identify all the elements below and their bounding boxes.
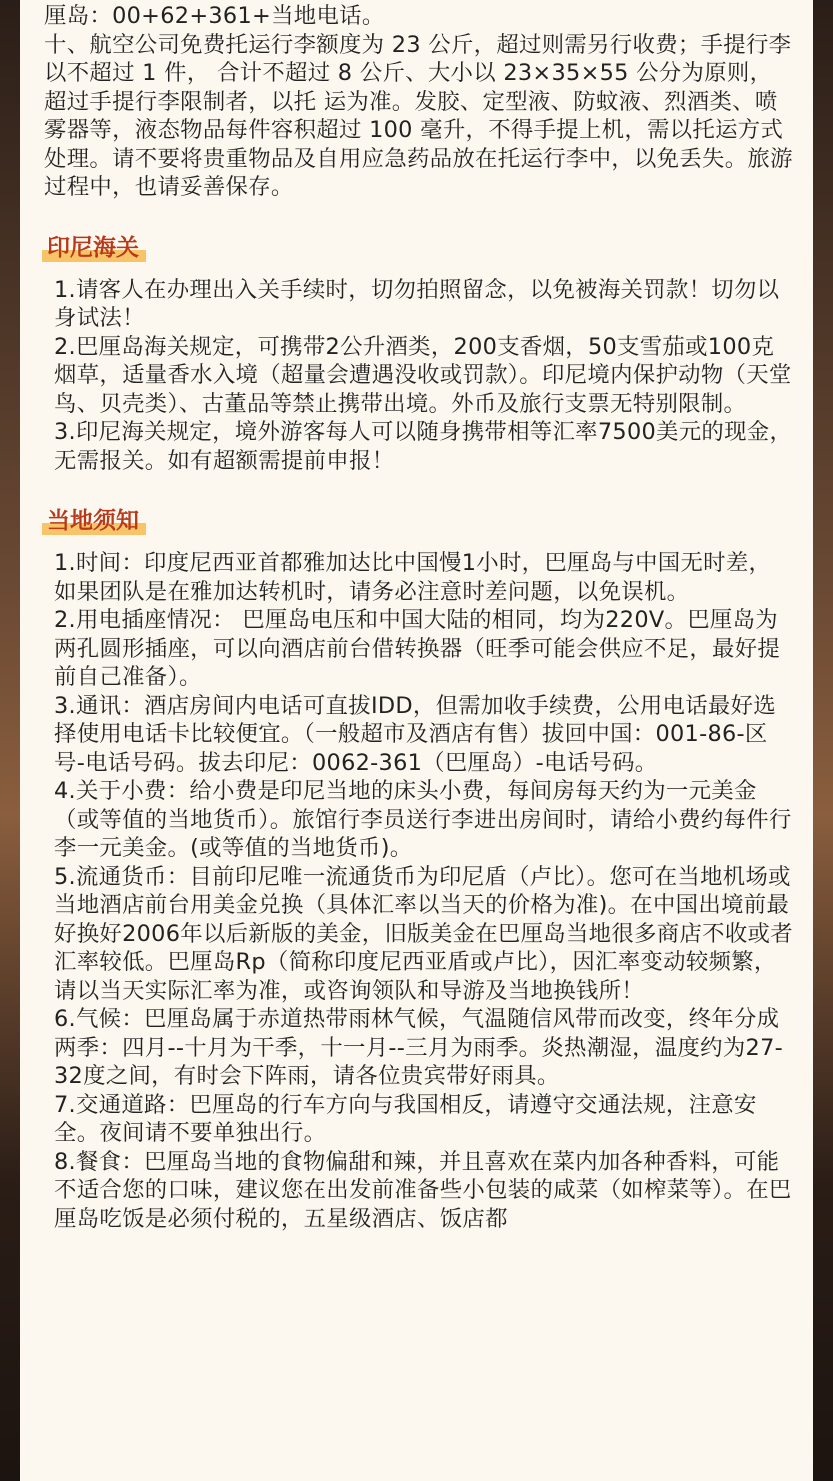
local-item-5: 5.流通货币：目前印尼唯一流通货币为印尼盾（卢比）。您可在当地机场或当地酒店前台用美金兑换（具体汇率以当天的价格为准)。在中国出境前最好换好2006年以后新版的美金，旧版美金在巴厘岛当地很多商店不收或者汇率较低。巴厘岛Rp（简称印度尼西亚盾或卢比），因汇率变动较频繁，请以当天实际汇率为准，或咨询领队和导游及当地换钱所！ — [54, 863, 793, 1004]
local-item-3: 3.通讯：酒店房间内电话可直拔IDD，但需加收手续费，公用电话最好选择使用电话卡比较便宜。（一般超市及酒店有售）拔回中国：001-86-区号-电话号码。拔去印尼：0062-361（巴厘岛）-电话号码。 — [54, 692, 776, 776]
section-title-customs: 印尼海关 — [44, 229, 142, 262]
section-local-notes — [44, 475, 793, 1233]
continuation-line: 厘岛：00+62+361+当地电话。 — [44, 3, 385, 29]
local-notes-items — [44, 549, 793, 1233]
luggage-rules-paragraph: 十、航空公司免费托运行李额度为 23 公斤，超过则需另行收费；手提行李以不超过 1 件， 合计不超过 8 公斤、大小以 23×35×55 公分为原则，超过手提行李限制者，以托 运为准。发胶、定型液、防蚊液、烈酒类、喷雾器等，液态物品每件容积超过 100 毫升，不得手提上机，需以托运方式处理。请不要将贵重物品及自用应急药品放在托运行李中，以免丢失。旅游过程中，也请妥善保存。 — [44, 31, 793, 200]
local-item-4: 4.关于小费：给小费是印尼当地的床头小费，每间房每天约为一元美金（或等值的当地货币）。旅馆行李员送行李进出房间时，请给小费约每件行李一元美金。(或等值的当地货币)。 — [54, 778, 792, 861]
section-customs — [44, 202, 793, 476]
local-item-1: 1.时间：印度尼西亚首都雅加达比中国慢1小时，巴厘岛与中国无时差，如果团队是在雅加达转机时，请务必注意时差问题，以免误机。 — [54, 550, 772, 605]
local-item-2: 2.用电插座情况： 巴厘岛电压和中国大陆的相同，均为220V。巴厘岛为两孔圆形插座，可以向酒店前台借转换器（旺季可能会供应不足，最好提前自己准备）。 — [54, 607, 781, 690]
local-item-7: 7.交通道路：巴厘岛的行车方向与我国相反，请遵守交通法规，注意安全。夜间请不要单独出行。 — [54, 1091, 757, 1146]
customs-items — [44, 276, 793, 476]
local-item-6: 6.气候：巴厘岛属于赤道热带雨林气候，气温随信风带而改变，终年分成两季：四月--十月为干季，十一月--三月为雨季。炎热潮湿，温度约为27-32度之间，有时会下阵雨，请各位贵宾带好雨具。 — [54, 1006, 784, 1089]
customs-item-3: 3.印尼海关规定，境外游客每人可以随身携带相等汇率7500美元的现金，无需报关。如有超额需提前申报！ — [54, 419, 793, 474]
customs-item-2: 2.巴厘岛海关规定，可携带2公升酒类，200支香烟，50支雪茄或100克烟草，适量香水入境（超量会遭遇没收或罚款）。印尼境内保护动物（天堂鸟、贝壳类）、古董品等禁止携带出境。外币及旅行支票无特别限制。 — [54, 333, 792, 417]
customs-item-1: 1.请客人在办理出入关手续时，切勿拍照留念，以免被海关罚款！切勿以身试法！ — [54, 276, 780, 331]
top-continuation — [44, 0, 793, 202]
section-title-local-notes: 当地须知 — [44, 502, 142, 535]
local-item-8: 8.餐食：巴厘岛当地的食物偏甜和辣，并且喜欢在菜内加各种香料，可能不适合您的口味，建议您在出发前准备些小包装的咸菜（如榨菜等）。在巴厘岛吃饭是必须付税的，五星级酒店、饭店都 — [54, 1148, 792, 1232]
document-card — [20, 0, 813, 1481]
